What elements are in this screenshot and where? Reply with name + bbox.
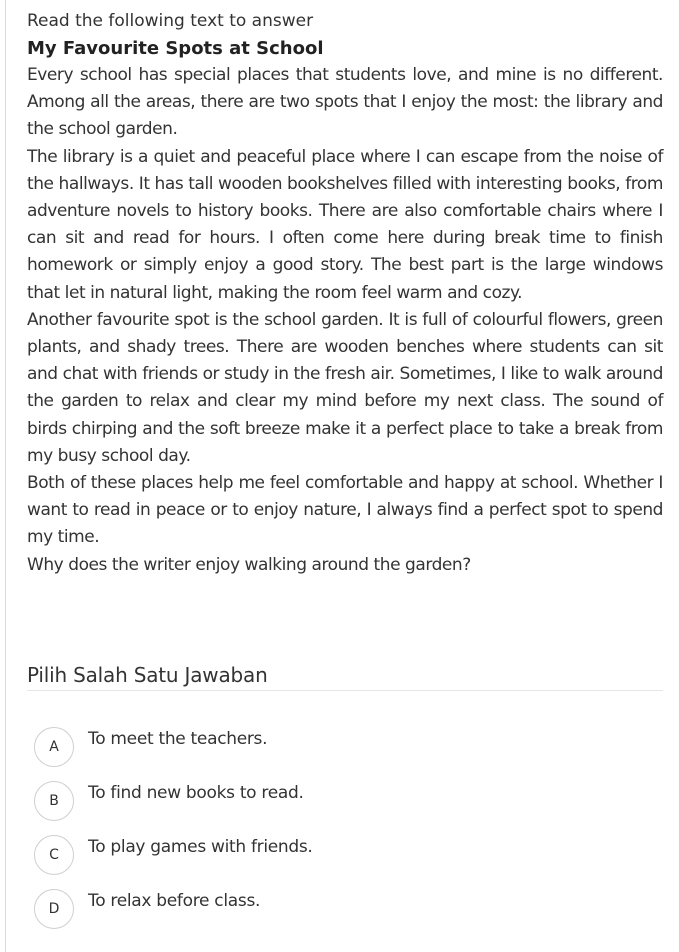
answer-option-b[interactable] — [34, 781, 654, 823]
option-letter-badge: A — [34, 727, 74, 767]
option-text: To play games with friends. — [88, 837, 313, 857]
passage-paragraph: Every school has special places that students love, and mine is no different. Among all the areas, there are two spots that I enjoy the most: the library and the school garden. — [27, 65, 663, 140]
passage-title: My Favourite Spots at School — [27, 38, 324, 59]
passage-paragraph: Both of these places help me feel comfortable and happy at school. Whether I want to read in peace or to enjoy nature, I always find a perfect spot to spend my time. — [27, 473, 663, 548]
answer-section-title: Pilih Salah Satu Jawaban — [27, 663, 268, 687]
answer-section-header — [27, 660, 663, 691]
reading-passage — [27, 8, 663, 579]
answer-option-a[interactable] — [34, 727, 654, 769]
question-text: Why does the writer enjoy walking around the garden? — [27, 554, 471, 575]
option-text: To meet the teachers. — [88, 729, 268, 749]
passage-paragraph: Another favourite spot is the school garden. It is full of colourful flowers, green plants, and shady trees. There are wooden benches where students can sit and chat with friends or study in the fresh air. Sometimes, I like to walk around the garden to relax and clear my mind before my next class. The sound of birds chirping and the soft breeze make it a perfect place to take a break from my busy school day. — [27, 309, 663, 466]
passage-instruction: Read the following text to answer — [27, 11, 314, 31]
option-letter-badge: B — [34, 781, 74, 821]
answer-option-d[interactable] — [34, 889, 654, 931]
option-text: To find new books to read. — [88, 783, 304, 803]
option-letter-badge: D — [34, 889, 74, 929]
answer-option-c[interactable] — [34, 835, 654, 877]
option-text: To relax before class. — [88, 891, 261, 911]
option-letter-badge: C — [34, 835, 74, 875]
left-border-line — [5, 0, 6, 952]
passage-paragraph: The library is a quiet and peaceful place where I can escape from the noise of the hallways. It has tall wooden bookshelves filled with interesting books, from adventure novels to history books. There are also comfortable chairs where I can sit and read for hours. I often come here during break time to finish homework or simply enjoy a good story. The best part is the large windows that let in natural light, making the room feel warm and cozy. — [27, 146, 663, 303]
